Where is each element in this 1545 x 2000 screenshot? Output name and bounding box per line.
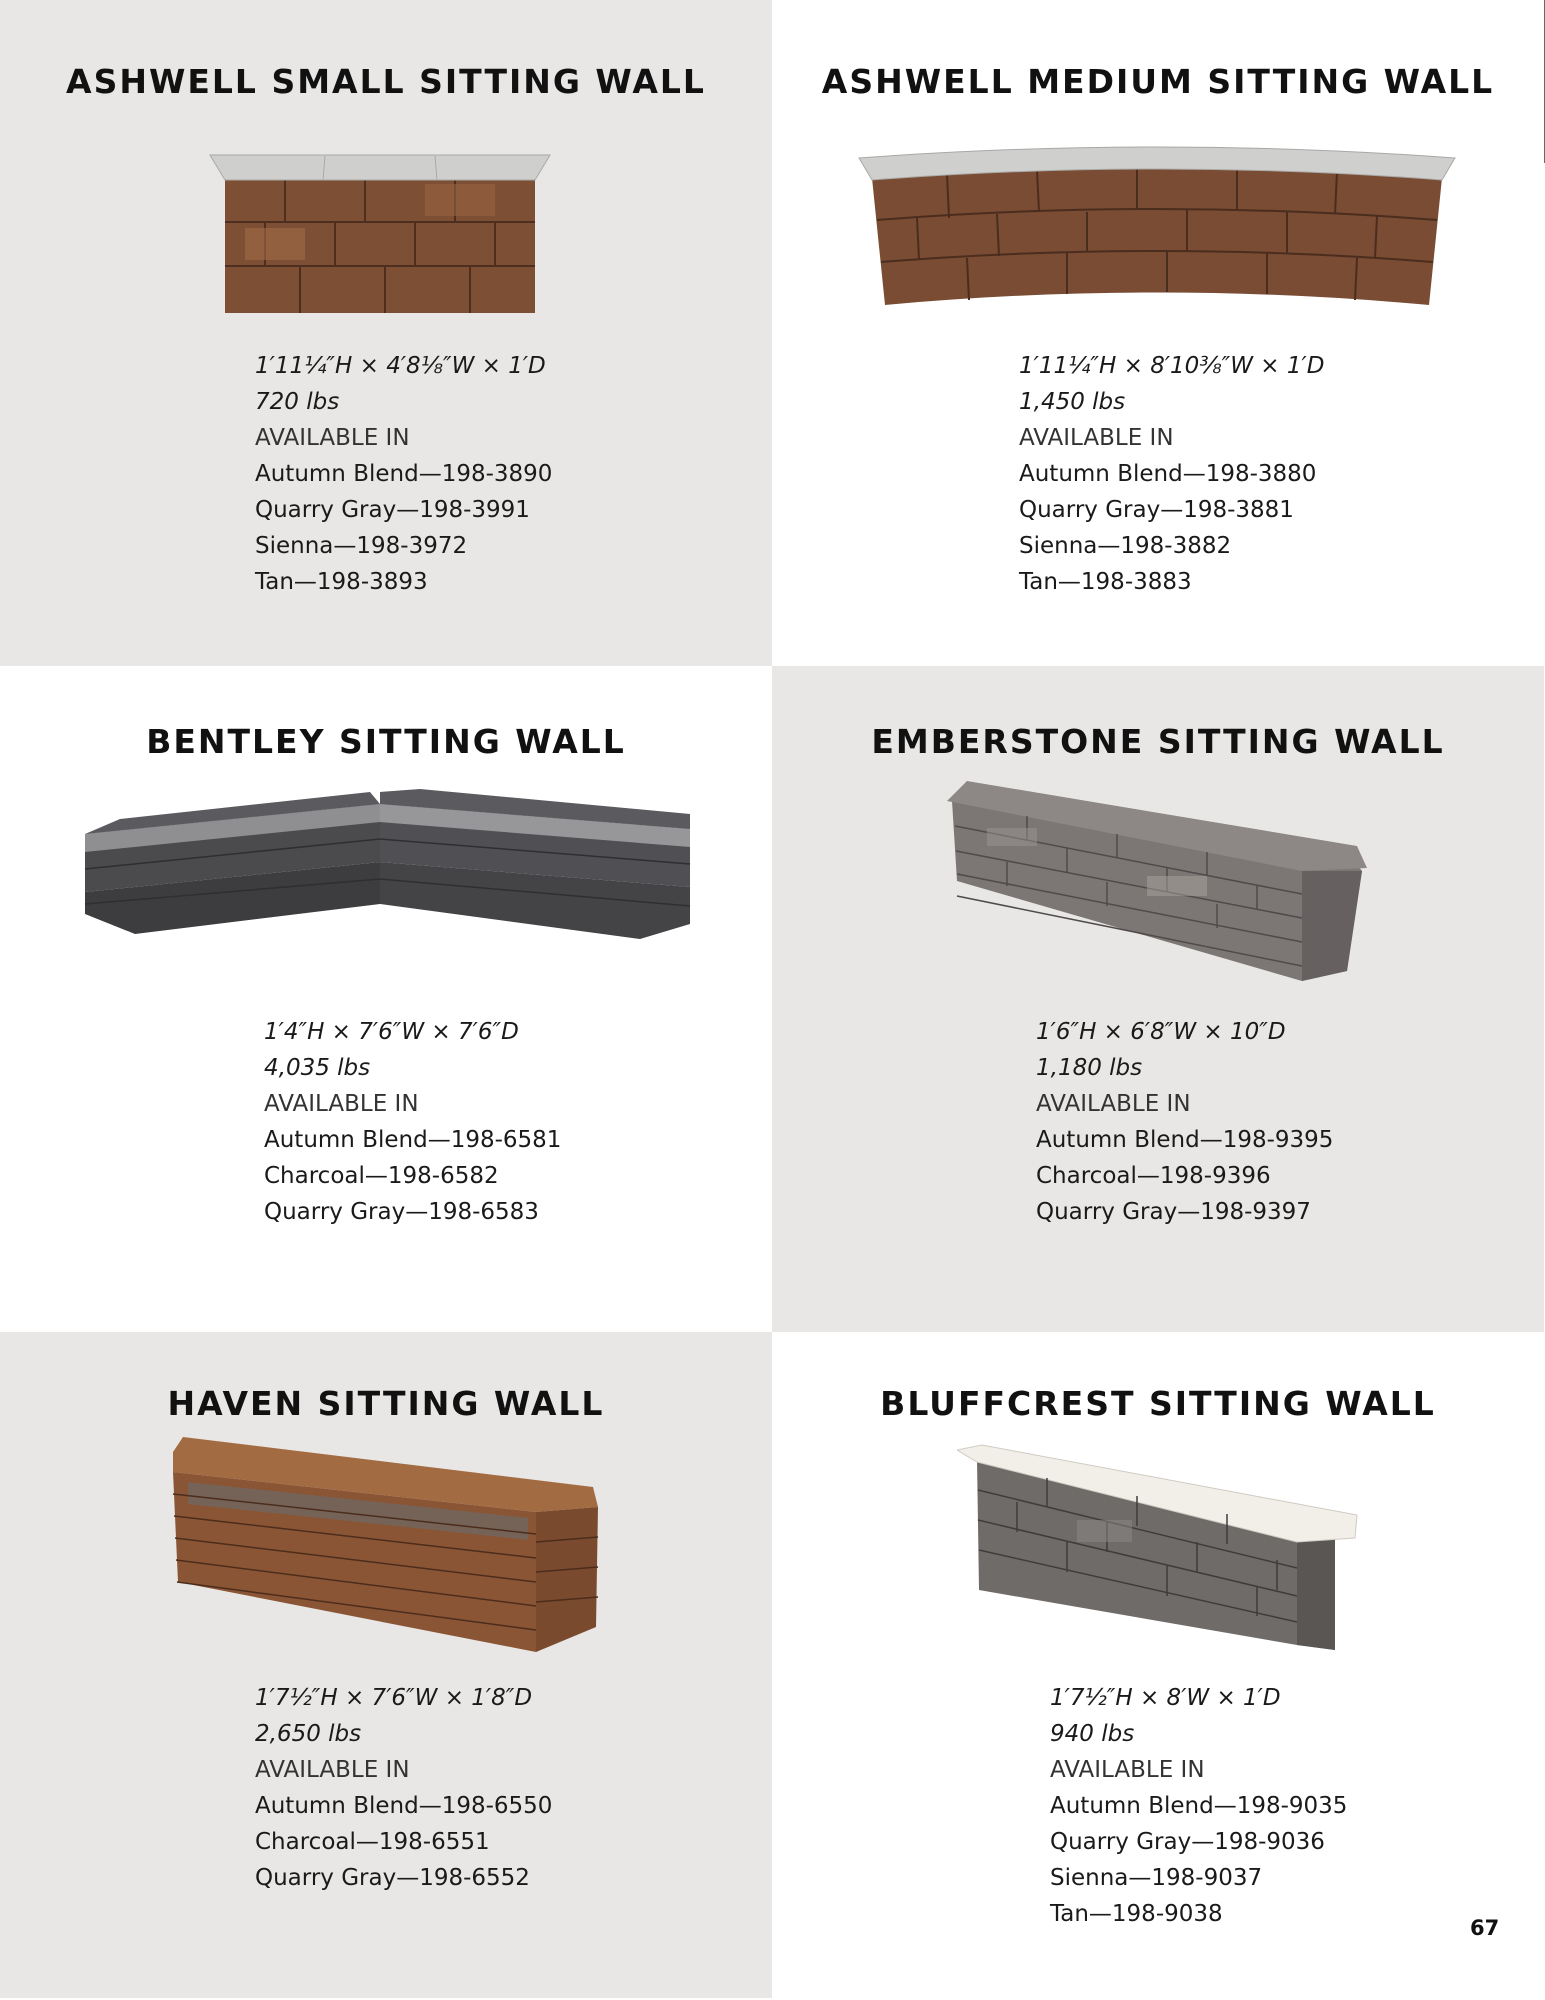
product-title: ASHWELL SMALL SITTING WALL: [66, 62, 706, 101]
product-specs: [255, 1680, 552, 1896]
option-item: Quarry Gray—198-3881: [1019, 497, 1294, 523]
product-card-haven: [0, 1332, 772, 1998]
available-label: AVAILABLE IN: [1036, 1091, 1191, 1117]
option-item: Autumn Blend—198-3890: [255, 461, 553, 487]
option-item: Autumn Blend—198-6550: [255, 1793, 553, 1819]
option-item: Quarry Gray—198-3991: [255, 497, 530, 523]
dimensions: 1′7½″H × 8′W × 1′D: [1050, 1685, 1281, 1711]
product-card-emberstone: [772, 666, 1544, 1332]
product-card-bluffcrest: [772, 1332, 1544, 2000]
product-specs: [255, 348, 552, 600]
product-title: ASHWELL MEDIUM SITTING WALL: [821, 62, 1495, 101]
product-card-ashwell-small: [0, 0, 772, 666]
weight: 4,035 lbs: [264, 1055, 371, 1081]
available-label: AVAILABLE IN: [264, 1091, 419, 1117]
option-item: Quarry Gray—198-9397: [1036, 1199, 1311, 1225]
dimensions: 1′11¼″H × 8′10⅜″W × 1′D: [1019, 353, 1325, 379]
emberstone-wall-image: [947, 776, 1367, 981]
option-item: Sienna—198-3882: [1019, 533, 1232, 559]
option-item: Autumn Blend—198-6581: [264, 1127, 562, 1153]
option-item: Tan—198-9038: [1050, 1901, 1223, 1927]
product-specs: [1050, 1680, 1347, 1932]
dimensions: 1′11¼″H × 4′8⅛″W × 1′D: [255, 353, 546, 379]
product-title: BLUFFCREST SITTING WALL: [880, 1384, 1436, 1423]
option-item: Charcoal—198-6551: [255, 1829, 490, 1855]
weight: 1,180 lbs: [1036, 1055, 1143, 1081]
option-item: Quarry Gray—198-6583: [264, 1199, 539, 1225]
option-item: Charcoal—198-6582: [264, 1163, 499, 1189]
option-item: Quarry Gray—198-9036: [1050, 1829, 1325, 1855]
available-label: AVAILABLE IN: [1050, 1757, 1205, 1783]
option-item: Charcoal—198-9396: [1036, 1163, 1271, 1189]
weight: 720 lbs: [255, 389, 340, 415]
option-item: Sienna—198-3972: [255, 533, 468, 559]
product-specs: [264, 1014, 561, 1230]
dimensions: 1′7½″H × 7′6″W × 1′8″D: [255, 1685, 533, 1711]
haven-wall-image: [168, 1432, 604, 1652]
weight: 940 lbs: [1050, 1721, 1135, 1747]
product-card-bentley: [0, 666, 772, 1332]
product-specs: [1036, 1014, 1333, 1230]
option-item: Tan—198-3893: [255, 569, 428, 595]
weight: 1,450 lbs: [1019, 389, 1126, 415]
option-item: Sienna—198-9037: [1050, 1865, 1263, 1891]
product-title: EMBERSTONE SITTING WALL: [871, 722, 1445, 761]
page-number: 67: [1470, 1916, 1500, 1940]
option-item: Autumn Blend—198-3880: [1019, 461, 1317, 487]
dimensions: 1′6″H × 6′8″W × 10″D: [1036, 1019, 1286, 1045]
available-label: AVAILABLE IN: [1019, 425, 1174, 451]
weight: 2,650 lbs: [255, 1721, 362, 1747]
available-label: AVAILABLE IN: [255, 425, 410, 451]
option-item: Autumn Blend—198-9395: [1036, 1127, 1334, 1153]
bentley-wall-image: [80, 784, 695, 944]
available-label: AVAILABLE IN: [255, 1757, 410, 1783]
option-item: Autumn Blend—198-9035: [1050, 1793, 1348, 1819]
product-title: HAVEN SITTING WALL: [167, 1384, 605, 1423]
option-item: Tan—198-3883: [1019, 569, 1192, 595]
dimensions: 1′4″H × 7′6″W × 7′6″D: [264, 1019, 519, 1045]
option-item: Quarry Gray—198-6552: [255, 1865, 530, 1891]
product-card-ashwell-medium: [772, 0, 1544, 666]
ashwell-medium-wall-image: [857, 140, 1457, 315]
ashwell-small-wall-image: [205, 150, 555, 315]
bluffcrest-wall-image: [957, 1440, 1362, 1650]
product-title: BENTLEY SITTING WALL: [146, 722, 626, 761]
product-specs: [1019, 348, 1324, 600]
